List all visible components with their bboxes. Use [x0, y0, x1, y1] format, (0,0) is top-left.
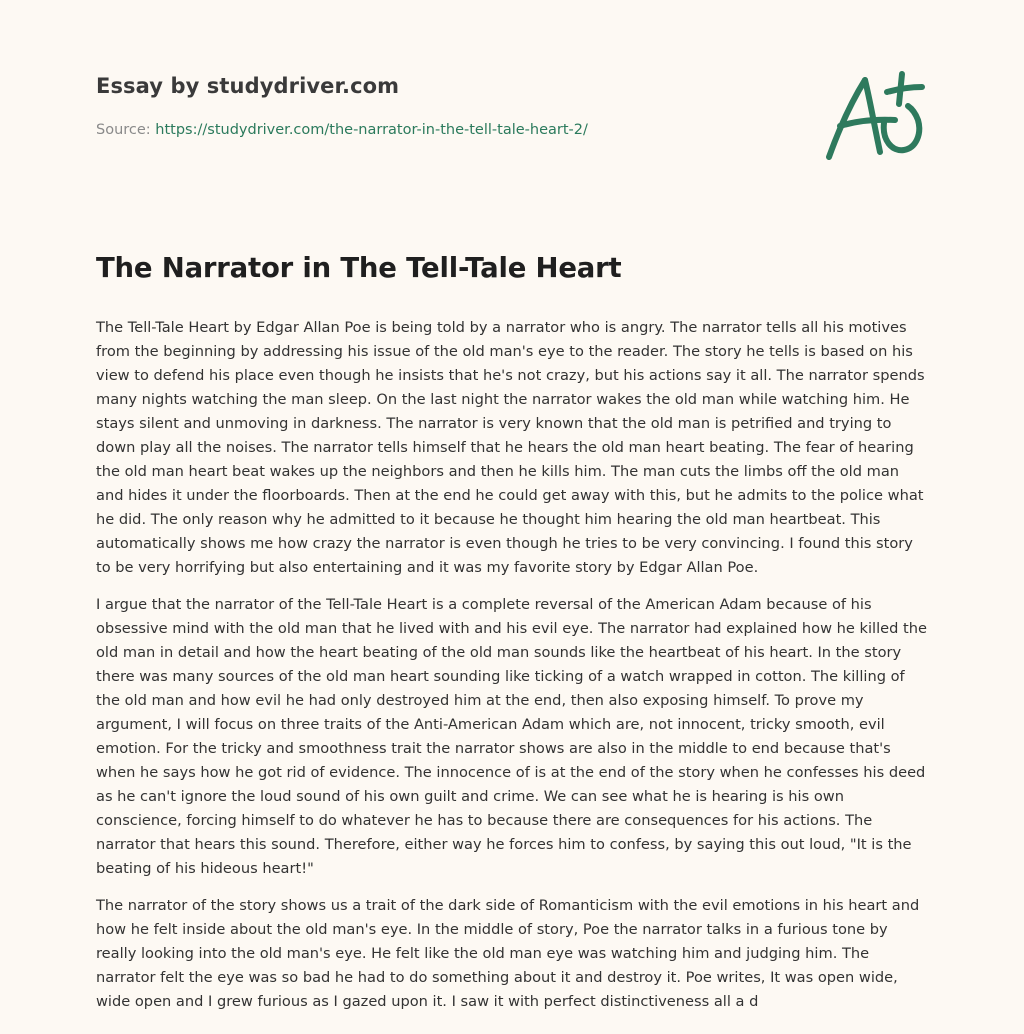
- paragraph: I argue that the narrator of the Tell-Tale Heart is a complete reversal of the American Adam because of his obsessive mind with the old man that he lived with and his evil eye. The narrator had explained how he killed the old man in detail and how the heart beating of the old man sounds like the heartbeat of his heart. In the story there was many sources of the old man heart sounding like ticking of a watch wrapped in cotton. The killing of the old man and how evil he had only destroyed him at the end, then also exposing himself. To prove my argument, I will focus on three traits of the Anti-American Adam which are, not innocent, tricky smooth, evil emotion. For the tricky and smoothness trait the narrator shows are also in the middle to end because that's when he says how he got rid of evidence. The innocence of is at the end of the story when he confesses his deed as he can't ignore the loud sound of his own guilt and crime. We can see what he is hearing is his own conscience, forcing himself to do whatever he has to because there are consequences for his actions. The narrator that hears this sound. Therefore, either way he forces him to confess, by saying this out loud, "It is the beating of his hideous heart!": [96, 596, 927, 877]
- paragraph: The narrator of the story shows us a trait of the dark side of Romanticism with the evil emotions in his heart and how he felt inside about the old man's eye. In the middle of story, Poe the narrator talks in a furious tone by really looking into the old man's eye. He felt like the old man eye was watching him and judging him. The narrator felt the eye was so bad he had to do something about it and destroy it. Poe writes, It was open wide, wide open and I grew furious as I gazed upon it. I saw it with perfect distinctiveness all a d: [96, 897, 920, 1010]
- essay-header: [96, 74, 588, 138]
- paragraph: The Tell-Tale Heart by Edgar Allan Poe is being told by a narrator who is angry. The narrator tells all his motives from the beginning by addressing his issue of the old man's eye to the reader. The story he tells is based on his view to defend his place even though he insists that he's not crazy, but his actions say it all. The narrator spends many nights watching the man sleep. On the last night the narrator wakes the old man while watching him. He stays silent and unmoving in darkness. The narrator is very known that the old man is petrified and trying to down play all the noises. The narrator tells himself that he hears the old man heart beating. The fear of hearing the old man heart beat wakes up the neighbors and then he kills him. The man cuts the limbs off the old man and hides it under the floorboards. Then at the end he could get away with this, but he admits to the police what he did. The only reason why he admitted to it because he thought him hearing the old man heartbeat. This automatically shows me how crazy the narrator is even though he tries to be very convincing. I found this story to be very horrifying but also entertaining and it was my favorite story by Edgar Allan Poe.: [96, 319, 925, 576]
- source-line: [96, 122, 588, 138]
- a-plus-logo-icon: [822, 66, 930, 166]
- essay-body: [96, 316, 930, 1027]
- source-label: Source:: [96, 122, 156, 138]
- source-link[interactable]: https://studydriver.com/the-narrator-in-the-tell-tale-heart-2/: [155, 122, 588, 138]
- essay-title: The Narrator in The Tell-Tale Heart: [96, 252, 622, 284]
- site-brand: Essay by studydriver.com: [96, 74, 400, 98]
